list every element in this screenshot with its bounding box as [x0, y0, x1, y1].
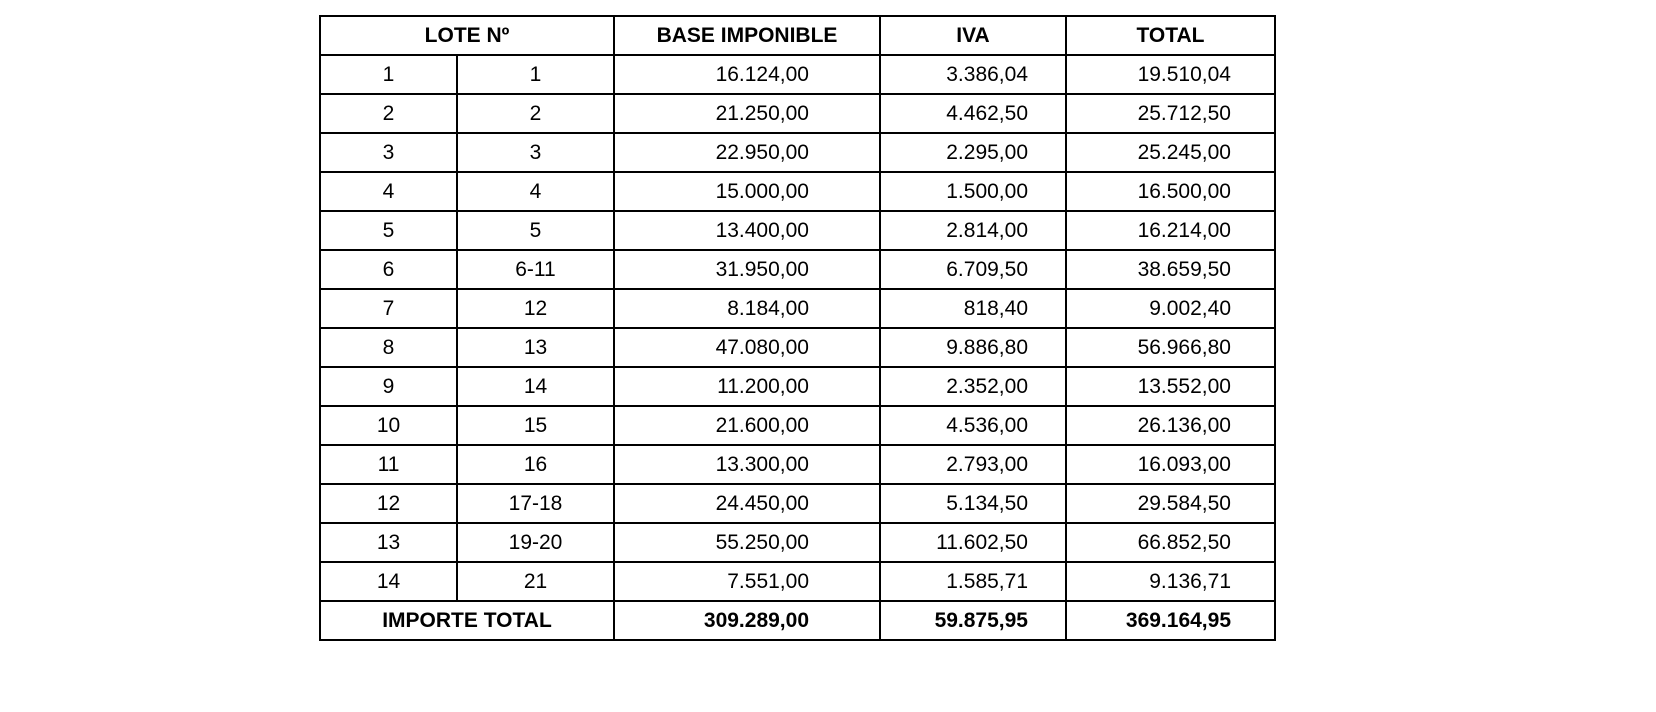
row-lote: 13 [457, 328, 614, 367]
row-iva: 3.386,04 [880, 55, 1066, 94]
row-base-imponible: 21.600,00 [614, 406, 880, 445]
row-number: 5 [320, 211, 457, 250]
row-number: 7 [320, 289, 457, 328]
row-lote: 4 [457, 172, 614, 211]
row-base-imponible: 7.551,00 [614, 562, 880, 601]
row-base-imponible: 47.080,00 [614, 328, 880, 367]
row-lote: 1 [457, 55, 614, 94]
row-lote: 19-20 [457, 523, 614, 562]
row-total: 19.510,04 [1066, 55, 1275, 94]
row-number: 1 [320, 55, 457, 94]
row-lote: 3 [457, 133, 614, 172]
row-total: 13.552,00 [1066, 367, 1275, 406]
row-base-imponible: 13.300,00 [614, 445, 880, 484]
total-row [320, 601, 1275, 640]
row-base-imponible: 16.124,00 [614, 55, 880, 94]
table-row [320, 445, 1275, 484]
row-number: 2 [320, 94, 457, 133]
row-number: 6 [320, 250, 457, 289]
row-total: 9.002,40 [1066, 289, 1275, 328]
total-base: 309.289,00 [614, 601, 880, 640]
row-base-imponible: 22.950,00 [614, 133, 880, 172]
row-total: 66.852,50 [1066, 523, 1275, 562]
row-lote: 15 [457, 406, 614, 445]
total-iva: 59.875,95 [880, 601, 1066, 640]
row-number: 10 [320, 406, 457, 445]
row-number: 4 [320, 172, 457, 211]
table-row [320, 94, 1275, 133]
table-row [320, 211, 1275, 250]
row-iva: 818,40 [880, 289, 1066, 328]
row-total: 9.136,71 [1066, 562, 1275, 601]
row-iva: 11.602,50 [880, 523, 1066, 562]
row-iva: 6.709,50 [880, 250, 1066, 289]
header-base-imponible: BASE IMPONIBLE [614, 16, 880, 55]
table-row [320, 562, 1275, 601]
table-row [320, 289, 1275, 328]
row-base-imponible: 13.400,00 [614, 211, 880, 250]
row-number: 9 [320, 367, 457, 406]
header-row [320, 16, 1275, 55]
row-base-imponible: 8.184,00 [614, 289, 880, 328]
row-iva: 4.462,50 [880, 94, 1066, 133]
table-row [320, 328, 1275, 367]
table-row [320, 367, 1275, 406]
row-iva: 4.536,00 [880, 406, 1066, 445]
table-row [320, 406, 1275, 445]
row-base-imponible: 21.250,00 [614, 94, 880, 133]
row-total: 16.214,00 [1066, 211, 1275, 250]
row-lote: 16 [457, 445, 614, 484]
row-total: 25.712,50 [1066, 94, 1275, 133]
row-total: 56.966,80 [1066, 328, 1275, 367]
row-total: 25.245,00 [1066, 133, 1275, 172]
row-number: 12 [320, 484, 457, 523]
row-iva: 2.352,00 [880, 367, 1066, 406]
table-row [320, 55, 1275, 94]
row-lote: 5 [457, 211, 614, 250]
row-iva: 2.793,00 [880, 445, 1066, 484]
row-number: 11 [320, 445, 457, 484]
row-iva: 9.886,80 [880, 328, 1066, 367]
table-body [320, 55, 1275, 601]
row-iva: 1.500,00 [880, 172, 1066, 211]
row-base-imponible: 15.000,00 [614, 172, 880, 211]
row-lote: 2 [457, 94, 614, 133]
row-number: 3 [320, 133, 457, 172]
row-iva: 2.295,00 [880, 133, 1066, 172]
row-number: 14 [320, 562, 457, 601]
table-row [320, 484, 1275, 523]
row-lote: 6-11 [457, 250, 614, 289]
table-row [320, 133, 1275, 172]
row-lote: 21 [457, 562, 614, 601]
row-base-imponible: 55.250,00 [614, 523, 880, 562]
row-number: 8 [320, 328, 457, 367]
row-number: 13 [320, 523, 457, 562]
header-iva: IVA [880, 16, 1066, 55]
table-row [320, 250, 1275, 289]
row-lote: 14 [457, 367, 614, 406]
row-base-imponible: 11.200,00 [614, 367, 880, 406]
row-total: 16.093,00 [1066, 445, 1275, 484]
row-total: 26.136,00 [1066, 406, 1275, 445]
lots-table [319, 15, 1276, 641]
header-total: TOTAL [1066, 16, 1275, 55]
total-total: 369.164,95 [1066, 601, 1275, 640]
row-total: 38.659,50 [1066, 250, 1275, 289]
header-lote: LOTE Nº [320, 16, 614, 55]
table-row [320, 172, 1275, 211]
row-lote: 12 [457, 289, 614, 328]
row-iva: 2.814,00 [880, 211, 1066, 250]
row-base-imponible: 24.450,00 [614, 484, 880, 523]
row-iva: 5.134,50 [880, 484, 1066, 523]
total-label: IMPORTE TOTAL [320, 601, 614, 640]
row-total: 16.500,00 [1066, 172, 1275, 211]
table-row [320, 523, 1275, 562]
row-base-imponible: 31.950,00 [614, 250, 880, 289]
row-lote: 17-18 [457, 484, 614, 523]
row-total: 29.584,50 [1066, 484, 1275, 523]
row-iva: 1.585,71 [880, 562, 1066, 601]
